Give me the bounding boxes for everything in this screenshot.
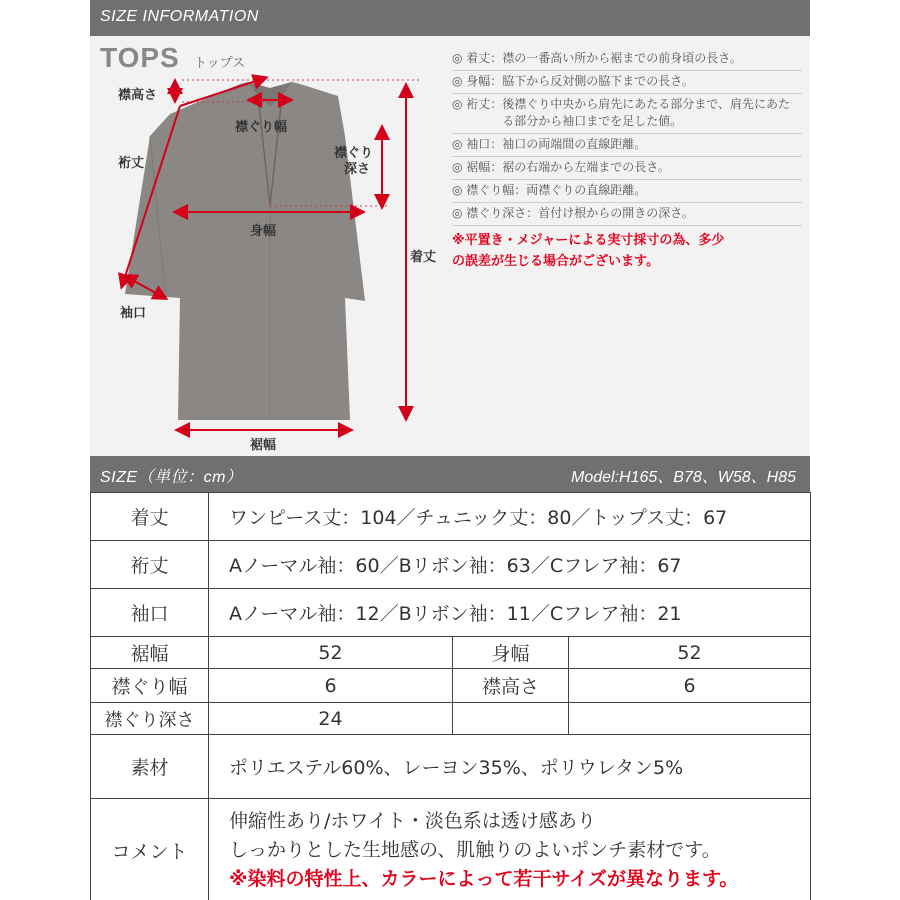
label-collar-height: 襟高さ (118, 88, 158, 103)
table-row (91, 589, 811, 637)
table-row (91, 669, 811, 703)
note-neck-depth: ◎ 襟ぐり深さ： 首付け根からの開きの深さ。 (452, 203, 802, 226)
row-label-material: 素材 (91, 735, 209, 799)
label-body-width: 身幅 (250, 224, 277, 239)
table-row (91, 735, 811, 799)
label-total-length: 着丈 (410, 250, 437, 265)
label-cuff: 袖口 (120, 306, 147, 321)
table-row (91, 637, 811, 669)
row-label-body: 身幅 (453, 637, 569, 669)
note-neck-width: ◎ 襟ぐり幅： 両襟ぐりの直線距離。 (452, 180, 802, 203)
label-neck-width: 襟ぐり幅 (235, 120, 288, 135)
row-label-neck-width: 襟ぐり幅 (91, 669, 209, 703)
table-row (91, 703, 811, 735)
row-value-comment (209, 799, 811, 900)
note-sleeve-length: ◎ 裄丈： 後襟ぐり中央から肩先にあたる部分まで、肩先にあたる部分から袖口までを足した値。 (452, 94, 802, 134)
row-value-cuff: Aノーマル袖：12／Bリボン袖：11／Cフレア袖：21 (209, 589, 811, 637)
row-value-collar-height: 6 (569, 669, 811, 703)
row-value-sleeve: Aノーマル袖：60／Bリボン袖：63／Cフレア袖：67 (209, 541, 811, 589)
row-value-length: ワンピース丈：104／チュニック丈：80／トップス丈：67 (209, 493, 811, 541)
table-row (91, 799, 811, 900)
row-label-hem: 裾幅 (91, 637, 209, 669)
empty-cell (453, 703, 569, 735)
size-table-header (90, 456, 810, 492)
row-value-hem: 52 (209, 637, 453, 669)
row-value-neck-width: 6 (209, 669, 453, 703)
row-label-sleeve: 裄丈 (91, 541, 209, 589)
note-body-width: ◎ 身幅： 脇下から反対側の脇下までの長さ。 (452, 71, 802, 94)
measurement-warning: ※平置き・メジャーによる実寸採寸の為、多少 の誤差が生じる場合がございます。 (452, 233, 725, 269)
table-row (91, 493, 811, 541)
size-table (90, 492, 811, 900)
label-hem-width: 裾幅 (250, 438, 277, 453)
category-subtitle: トップス (194, 56, 246, 71)
size-unit-label: SIZE（単位：cm） (100, 469, 243, 486)
row-label-neck-depth: 襟ぐり深さ (91, 703, 209, 735)
empty-cell (569, 703, 811, 735)
comment-line-2: しっかりとした生地感の、肌触りのよいポンチ素材です。 (229, 839, 721, 861)
row-value-body: 52 (569, 637, 811, 669)
label-sleeve-length: 裄丈 (118, 156, 145, 171)
row-value-neck-depth: 24 (209, 703, 453, 735)
row-label-comment: コメント (91, 799, 209, 900)
label-neck-depth-2: 深さ (344, 162, 371, 177)
size-information-header (90, 0, 810, 36)
note-length: ◎ 着丈： 襟の一番高い所から裾までの前身頃の長さ。 (452, 48, 802, 71)
measurement-notes (452, 48, 802, 272)
category-title: TOPS (100, 42, 180, 73)
label-neck-depth-1: 襟ぐり (334, 146, 374, 161)
header-title: SIZE INFORMATION (100, 8, 259, 25)
row-label-collar-height: 襟高さ (453, 669, 569, 703)
row-label-length: 着丈 (91, 493, 209, 541)
model-info: Model:H165、B78、W58、H85 (571, 469, 796, 486)
row-value-material: ポリエステル60%、レーヨン35%、ポリウレタン5% (209, 735, 811, 799)
table-row (91, 541, 811, 589)
note-cuff: ◎ 袖口： 袖口の両端間の直線距離。 (452, 134, 802, 157)
size-diagram-panel (90, 36, 810, 456)
comment-line-3: ※染料の特性上、カラーによって若干サイズが異なります。 (229, 868, 739, 890)
note-hem-width: ◎ 裾幅： 裾の右端から左端までの長さ。 (452, 157, 802, 180)
row-label-cuff: 袖口 (91, 589, 209, 637)
comment-line-1: 伸縮性あり/ホワイト・淡色系は透け感あり (229, 810, 596, 832)
